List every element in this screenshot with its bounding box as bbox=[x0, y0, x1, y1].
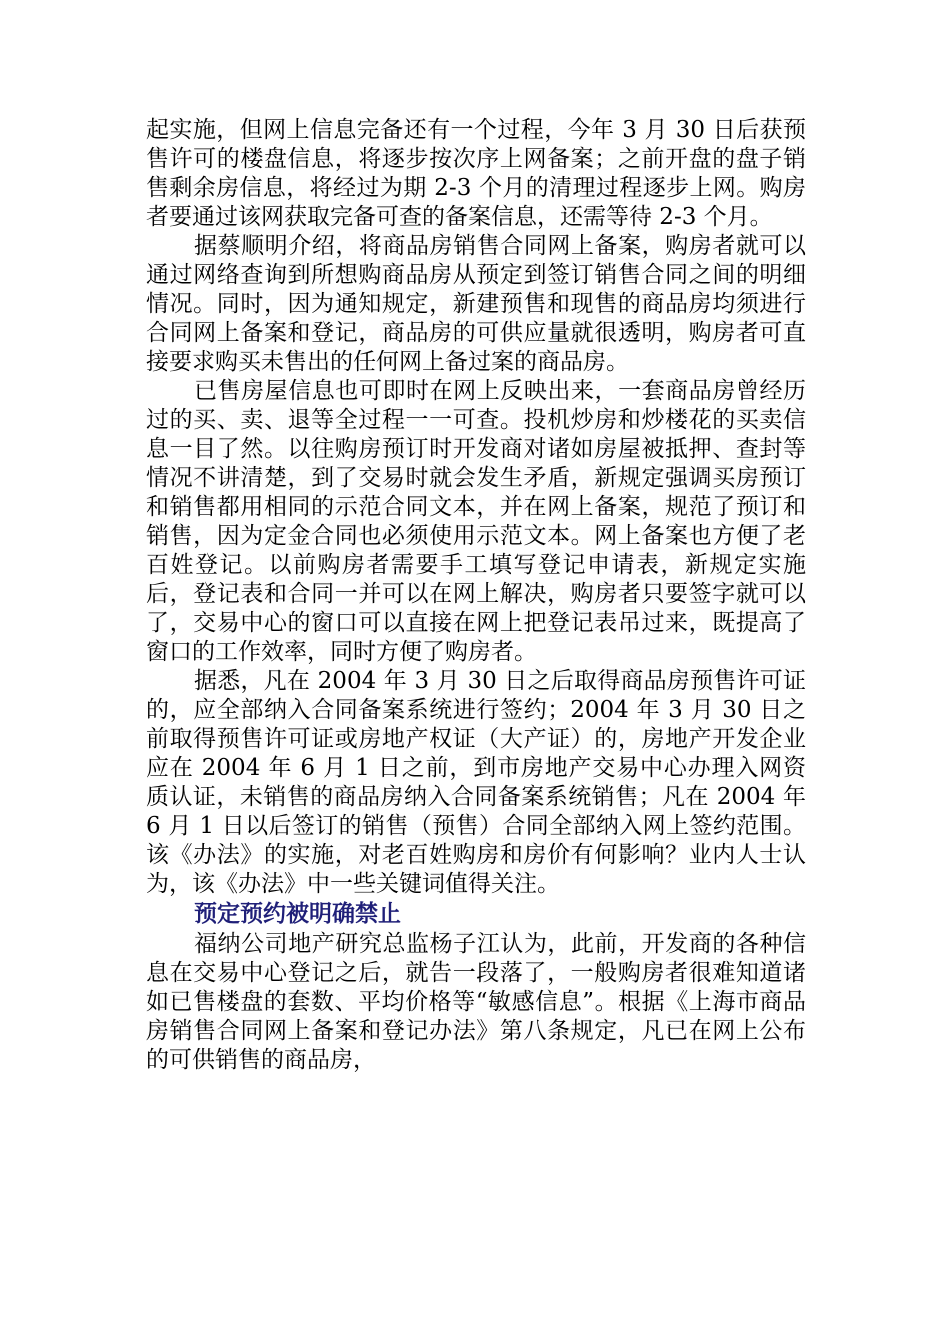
paragraph-3: 已售房屋信息也可即时在网上反映出来，一套商品房曾经历过的买、卖、退等全过程一一可查。投机炒房和炒楼花的买卖信息一目了然。以往购房预订时开发商对诸如房屋被抵押、查封等情况不讲清楚，到了交易时就会发生矛盾，新规定强调买房预订和销售都用相同的示范合同文本，并在网上备案，规范了预订和销售，因为定金合同也必须使用示范文本。网上备案也方便了老百姓登记。以前购房者需要手工填写登记申请表，新规定实施后，登记表和合同一并可以在网上解决，购房者只要签字就可以了，交易中心的窗口可以直接在网上把登记表吊过来，既提高了窗口的工作效率，同时方便了购房者。 bbox=[146, 378, 806, 665]
paragraph-4: 据悉，凡在 2004 年 3 月 30 日之后取得商品房预售许可证的，应全部纳入合同备案系统进行签约；2004 年 3 月 30 日之前取得预售许可证或房地产权证（大产证）的，房地产开发企业应在 2004 年 6 月 1 日之前，到市房地产交易中心办理入网资质认证，未销售的商品房纳入合同备案系统销售；凡在 2004 年 6 月 1 日以后签订的销售（预售）合同全部纳入网上签约范围。该《办法》的实施，对老百姓购房和房价有何影响？业内人士认为，该《办法》中一些关键词值得关注。 bbox=[146, 668, 814, 897]
paragraph-2: 据蔡顺明介绍，将商品房销售合同网上备案，购房者就可以通过网络查询到所想购商品房从预定到签订销售合同之间的明细情况。同时，因为通知规定，新建预售和现售的商品房均须进行合同网上备案和登记，商品房的可供应量就很透明，购房者可直接要求购买未售出的任何网上备过案的商品房。 bbox=[146, 233, 806, 375]
section-heading: 预定预约被明确禁止 bbox=[194, 901, 401, 927]
paragraph-1: 起实施，但网上信息完备还有一个过程，今年 3 月 30 日后获预售许可的楼盘信息，将逐步按次序上网备案；之前开盘的盘子销售剩余房信息，将经过为期 2-3 个月的清理过程逐步上网。购房者要通过该网获取完备可查的备案信息，还需等待 2-3 个月。 bbox=[146, 117, 806, 230]
paragraph-5: 福纳公司地产研究总监杨子江认为，此前，开发商的各种信息在交易中心登记之后，就告一段落了，一般购房者很难知道诸如已售楼盘的套数、平均价格等“敏感信息”。根据《上海市商品房销售合同网上备案和登记办法》第八条规定，凡已在网上公布的可供销售的商品房， bbox=[146, 931, 806, 1073]
document-body bbox=[146, 116, 814, 1075]
